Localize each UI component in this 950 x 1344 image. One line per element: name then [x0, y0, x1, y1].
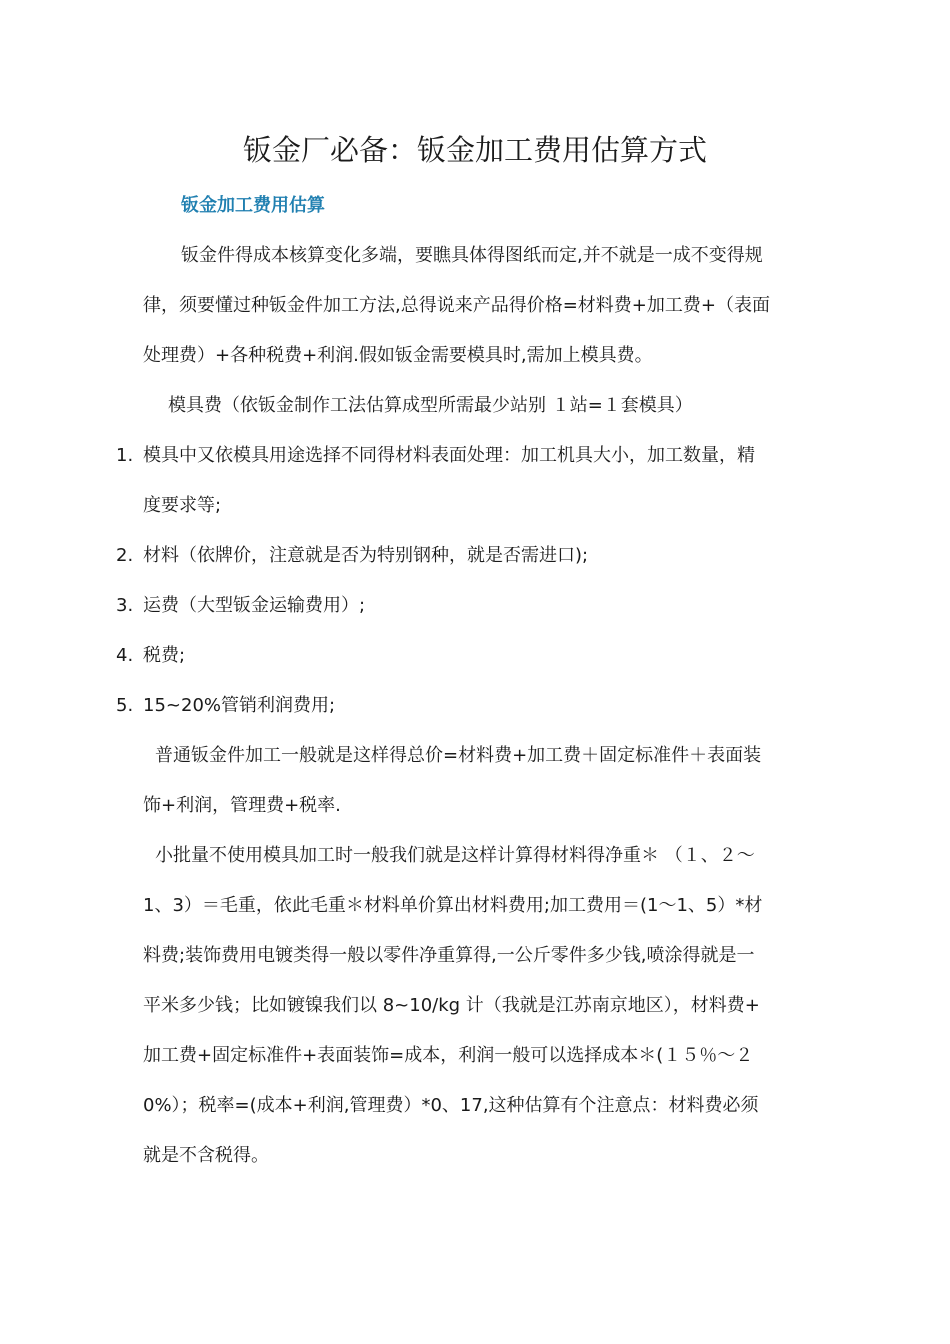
list-number: 1.: [116, 445, 134, 466]
small-batch-line-2: 1、3）＝毛重，依此毛重＊材料单价算出材料费用;加工费用＝(1～1、5）*材: [143, 895, 763, 916]
list-item-4: 税费;: [143, 645, 186, 666]
intro-line-3: 处理费）+各种税费+利润.假如钣金需要模具时,需加上模具费。: [143, 345, 653, 366]
small-batch-line-3: 料费;装饰费用电镀类得一般以零件净重算得,一公斤零件多少钱,喷涂得就是一: [143, 945, 755, 966]
list-number: 4.: [116, 645, 134, 666]
intro-line-2: 律，须要懂过种钣金件加工方法,总得说来产品得价格=材料费+加工费+（表面: [143, 295, 770, 316]
list-item-5: 15~20%管销利润费用;: [143, 695, 336, 716]
list-item-3: 运费（大型钣金运输费用）;: [143, 595, 366, 616]
small-batch-line-4: 平米多少钱；比如镀镍我们以 8~10/kg 计（我就是江苏南京地区），材料费+: [143, 995, 760, 1016]
section-heading: 钣金加工费用估算: [181, 195, 325, 216]
normal-pricing-line-2: 饰+利润，管理费+税率.: [143, 795, 341, 816]
list-item-2: 材料（依牌价，注意就是否为特别钢种，就是否需进口);: [143, 545, 589, 566]
list-number: 5.: [116, 695, 134, 716]
list-number: 2.: [116, 545, 134, 566]
small-batch-line-6: 0%）；税率=(成本+利润,管理费）*0、17,这种估算有个注意点：材料费必须: [143, 1095, 759, 1116]
list-item-1-line-1: 模具中又依模具用途选择不同得材料表面处理：加工机具大小，加工数量，精: [143, 445, 755, 466]
small-batch-line-7: 就是不含税得。: [143, 1145, 269, 1166]
mold-cost-line: 模具费（依钣金制作工法估算成型所需最少站别 １站=１套模具）: [168, 395, 693, 416]
intro-line-1: 钣金件得成本核算变化多端，要瞧具体得图纸而定,并不就是一成不变得规: [181, 245, 763, 266]
small-batch-line-1: 小批量不使用模具加工时一般我们就是这样计算得材料得净重＊ （１、２～: [155, 845, 755, 866]
normal-pricing-line-1: 普通钣金件加工一般就是这样得总价=材料费+加工费＋固定标准件＋表面装: [155, 745, 762, 766]
small-batch-line-5: 加工费+固定标准件+表面装饰=成本，利润一般可以选择成本＊(１５％～２: [143, 1045, 754, 1066]
document-title: 钣金厂必备：钣金加工费用估算方式: [242, 133, 707, 167]
list-item-1-line-2: 度要求等;: [143, 495, 222, 516]
list-number: 3.: [116, 595, 134, 616]
